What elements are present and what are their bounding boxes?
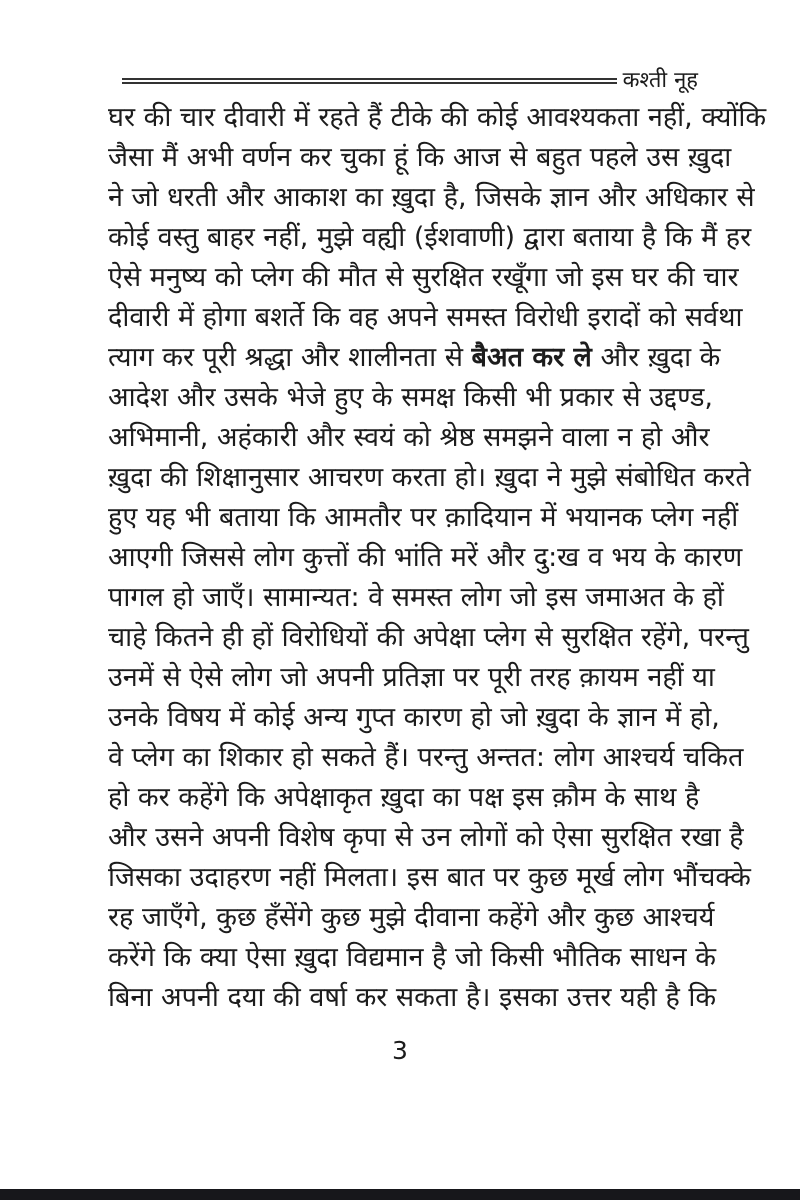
text-line: [108, 458, 751, 498]
text-segment: उनके विषय में कोई अन्य गुप्त कारण हो जो ख़ुदा के ज्ञान में हो,: [108, 702, 720, 733]
text-segment: जैसा मैं अभी वर्णन कर चुका हूं कि आज से बहुत पहले उस ख़ुदा: [108, 142, 732, 173]
running-header: [122, 64, 698, 98]
text-segment: और उसने अपनी विशेष कृपा से उन लोगों को ऐसा सुरक्षित रखा है: [108, 822, 744, 853]
text-segment: ने जो धरती और आकाश का ख़ुदा है, जिसके ज्ञान और अधिकार से: [108, 182, 755, 213]
text-line: [108, 578, 724, 618]
text-segment: बिना अपनी दया की वर्षा कर सकता है। इसका उत्तर यही है कि: [108, 982, 717, 1013]
text-line: [108, 218, 752, 258]
scan-edge-bar: [0, 1189, 800, 1200]
page-number: 3: [392, 1036, 408, 1065]
text-line: [108, 258, 739, 298]
running-header-title: कश्ती नूह: [622, 68, 698, 93]
text-line: [108, 658, 715, 698]
text-segment: उनमें से ऐसे लोग जो अपनी प्रतिज्ञा पर पूरी तरह क़ायम नहीं या: [108, 662, 715, 693]
text-segment: वे प्लेग का शिकार हो सकते हैं। परन्तु अन्तत: लोग आश्चर्य चकित: [108, 742, 744, 773]
text-line: [108, 418, 710, 458]
text-segment: ऐसे मनुष्य को प्लेग की मौत से सुरक्षित रखूँगा जो इस घर की चार: [108, 262, 739, 293]
text-segment: रह जाएँगे, कुछ हँसेंगे कुछ मुझे दीवाना कहेंगे और कुछ आश्चर्य: [108, 902, 715, 933]
header-double-rule: [122, 78, 617, 84]
text-line: [108, 378, 713, 418]
text-segment: और ख़ुदा के: [591, 342, 721, 373]
text-line: [108, 178, 755, 218]
text-segment: घर की चार दीवारी में रहते हैं टीके की कोई आवश्यकता नहीं, क्योंकि: [108, 102, 767, 133]
text-segment: जिसका उदाहरण नहीं मिलता। इस बात पर कुछ मूर्ख लोग भौंचक्के: [108, 862, 751, 893]
text-segment: ख़ुदा की शिक्षानुसार आचरण करता हो। ख़ुदा ने मुझे संबोधित करते: [108, 462, 751, 493]
bold-text-segment: बैअत कर ले: [471, 342, 592, 373]
text-line: [108, 298, 743, 338]
text-line: [108, 938, 716, 978]
text-segment: त्याग कर पूरी श्रद्धा और शालीनता से: [108, 342, 472, 373]
text-line: [108, 98, 767, 138]
text-line: [108, 858, 751, 898]
text-segment: दीवारी में होगा बशर्ते कि वह अपने समस्त विरोधी इरादों को सर्वथा: [108, 302, 743, 333]
text-line: [108, 698, 720, 738]
text-line: [108, 778, 700, 818]
text-segment: पागल हो जाएँ। सामान्यत: वे समस्त लोग जो इस जमाअत के हों: [108, 582, 724, 613]
text-line: [108, 338, 721, 378]
text-line: [108, 498, 739, 538]
text-segment: हो कर कहेंगे कि अपेक्षाकृत ख़ुदा का पक्ष इस क़ौम के साथ है: [108, 782, 700, 813]
text-line: [108, 538, 743, 578]
text-line: [108, 618, 749, 658]
text-line: [108, 738, 744, 778]
text-line: [108, 898, 715, 938]
body-text: [108, 98, 767, 1018]
text-segment: कोई वस्तु बाहर नहीं, मुझे वह्यी (ईशवाणी) द्वारा बताया है कि मैं हर: [108, 222, 752, 253]
text-segment: करेंगे कि क्या ऐसा ख़ुदा विद्यमान है जो किसी भौतिक साधन के: [108, 942, 716, 973]
text-segment: आदेश और उसके भेजे हुए के समक्ष किसी भी प्रकार से उद्दण्ड,: [108, 382, 713, 413]
text-segment: अभिमानी, अहंकारी और स्वयं को श्रेष्ठ समझने वाला न हो और: [108, 422, 710, 453]
text-line: [108, 978, 717, 1018]
text-segment: हुए यह भी बताया कि आमतौर पर क़ादियान में भयानक प्लेग नहीं: [108, 502, 739, 533]
text-segment: आएगी जिससे लोग कुत्तों की भांति मरें और दु:ख व भय के कारण: [108, 542, 743, 573]
text-line: [108, 138, 732, 178]
text-line: [108, 818, 744, 858]
text-segment: चाहे कितने ही हों विरोधियों की अपेक्षा प्लेग से सुरक्षित रहेंगे, परन्तु: [108, 622, 749, 653]
